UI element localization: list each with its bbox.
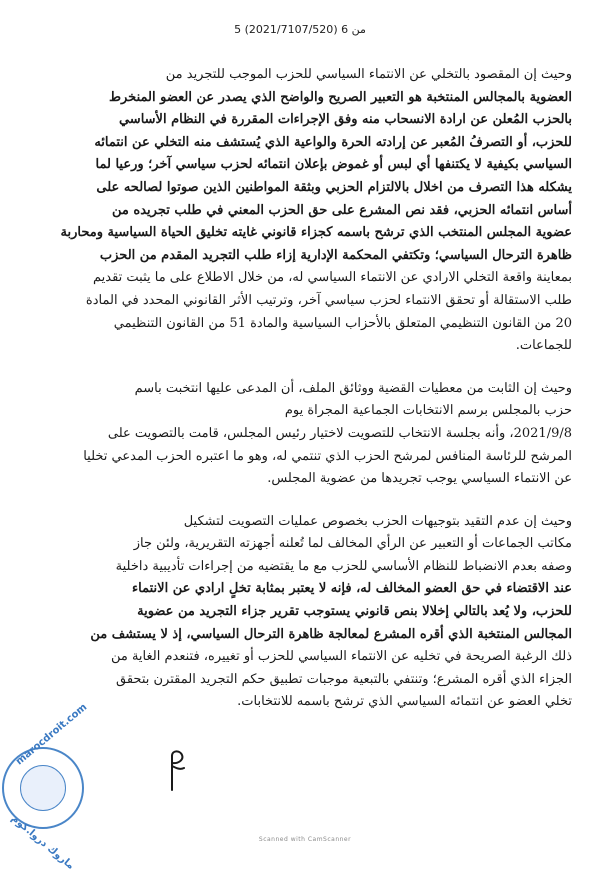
paragraph-3: [50, 511, 572, 714]
stamp-text-top: marocdroit.com: [14, 701, 90, 768]
text-line: للجماعات.: [515, 338, 572, 354]
text-line: المرشح للرئاسة المنافس لمرشح الحزب الذي تنتمي له، وهو ما اعتبره الحزب المدعي تخليا: [83, 448, 572, 464]
text-line: المجالس المنتخبة الذي أقره المشرع لمعالجة ظاهرة الترحال السياسي، إذ لا يستشف من: [90, 626, 572, 642]
circular-stamp-icon: [2, 701, 90, 872]
text-line: بمعاينة واقعة التخلي الارادي عن الانتماء السياسي له، من خلال الاطلاع على ما يثبت تقديم: [92, 270, 572, 286]
text-line: بالحزب المُعلن عن ارادة الانسحاب منه وفق الإجراءات المقررة في النظام الأساسي: [118, 112, 572, 128]
paragraph-2: [50, 378, 572, 491]
text-line: الجزاء الذي أقره المشرع؛ وتنتفي بالتبعية موجبات تطبيق حكم التجريد المقترن بتحقق: [116, 671, 572, 687]
text-line: تخلي العضو عن انتمائه السياسي الذي ترشح باسمه للانتخابات.: [237, 694, 572, 710]
text-line: عضوية المجلس المنتخب الذي ترشح باسمه كجزاء قانوني غايته تخليق الحياة السياسية ومحاربة: [60, 225, 572, 241]
text-line: أساس انتمائه الحزبي، فقد نص المشرع على حق الحزب المعني في طلب تجريده من: [112, 202, 572, 218]
text-line: يشكله هذا التصرف من اخلال بالالتزام الحزبي وبثقة المواطنين الذين صوتوا لصالحه على: [96, 179, 572, 195]
signature-icon: [150, 746, 190, 794]
text-line: السياسي بكيفية لا يكتنفها أي لبس أو غموض بإعلان انتمائه لحزب سياسي آخر؛ ورعيا لما: [95, 157, 572, 173]
text-line: وصفه بعدم الانضباط للنظام الأساسي للحزب مع ما يقتضيه من إجراءات تأديبية داخلية: [115, 558, 572, 574]
stamp-label: [4, 701, 90, 872]
text-line: ذلك الرغبة الصريحة في تخليه عن الانتماء السياسي للحزب أو تغييره، فتنعدم الغاية من: [110, 649, 572, 665]
text-line: عن الانتماء السياسي يوجب تجريدها من عضوية المجلس.: [267, 471, 572, 487]
page-reference: 5 من 6 (2021/7107/520): [234, 23, 366, 36]
text-line: للحزب، أو التصرفُ المُعبر عن إرادته الحرة والواعية الذي يُستشف منه التخلي عن انتمائه: [94, 134, 572, 150]
text-line: ظاهرة الترحال السياسي؛ وتكتفي المحكمة الإدارية إزاء طلب التجريد المقدم من الحزب: [99, 247, 572, 263]
text-line: حزب بالمجلس برسم الانتخابات الجماعية المجراة يوم: [284, 403, 572, 419]
text-line: مكاتب الجماعات أو التعبير عن الرأي المخالف لما تُعلنه أجهزته التقريرية، ولئن جاز: [133, 536, 572, 552]
text-line: العضوية بالمجالس المنتخبة هو التعبير الصريح والواضح الذي يصدر عن العضو المنخرط: [108, 89, 572, 105]
text-line: وحيث إن الثابت من معطيات القضية ووثائق الملف، أن المدعى عليها انتخبت باسم: [134, 380, 572, 396]
scanner-watermark: Scanned with CamScanner: [258, 836, 352, 843]
text-line: 2021/9/8، وأنه بجلسة الانتخاب للتصويت لاختيار رئيس المجلس، قامت بالتصويت على: [107, 425, 572, 441]
paragraph-1: [50, 64, 572, 358]
text-line: وحيث إن عدم التقيد بتوجيهات الحزب بخصوص عمليات التصويت لتشكيل: [183, 513, 572, 529]
text-line: وحيث إن المقصود بالتخلي عن الانتماء السياسي للحزب الموجب للتجريد من: [165, 67, 572, 82]
text-line: للحزب، ولا يُعد بالتالي إخلالا بنص قانوني يستوجب تقرير جزاء التجريد من عضوية: [137, 604, 572, 620]
stamp-text-bottom: ماروك دروا.كوم: [8, 813, 76, 872]
text-line: 20 من القانون التنظيمي المتعلق بالأحزاب السياسية والمادة 51 من القانون التنظيمي: [113, 315, 572, 331]
text-line: عند الاقتضاء في حق العضو المخالف له، فإنه لا يعتبر بمثابة تخلٍ ارادي عن الانتماء: [132, 581, 572, 597]
document-body: [50, 50, 572, 714]
text-line: طلب الاستقالة أو تحقق الانتماء لحزب سياسي آخر، وترتيب الأثر القانوني المحدد في المادة: [85, 292, 572, 308]
